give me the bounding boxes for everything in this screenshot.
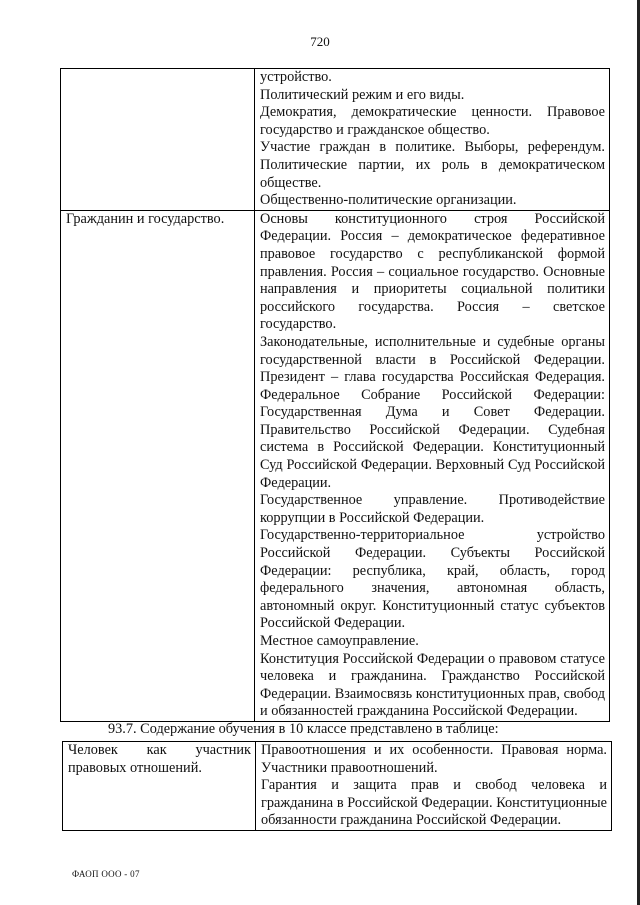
table-row	[61, 210, 610, 721]
content-paragraph: Конституция Российской Федерации о правовом статусе человека и гражданина. Гражданство Российской Федерации. Взаимосвязь конституционных прав, свобод и обязанностей гражданина Российской Федерации.	[260, 650, 605, 720]
content-paragraph: Основы конституционного строя Российской Федерации. Россия – демократическое федеративное правовое государство с республиканской формой правления. Россия – социальное государство. Основные направления и приоритеты социальной политики российского государства. Россия – светское государство.	[260, 210, 605, 333]
content-paragraph: Правоотношения и их особенности. Правовая норма. Участники правоотношений.	[261, 742, 607, 776]
table-caption: 93.7. Содержание обучения в 10 классе представлено в таблице:	[108, 721, 499, 737]
content-paragraph: Участие граждан в политике. Выборы, референдум. Политические партии, их роль в демократическом обществе.	[260, 139, 605, 191]
content-paragraph: Гарантия и защита прав и свобод человека и гражданина в Российской Федерации. Конституционные обязанности гражданина Российской Федерации.	[261, 777, 607, 829]
content-cell	[255, 210, 610, 721]
topic-cell: Гражданин и государство.	[61, 210, 255, 721]
content-paragraph: Государственно-территориальное устройство Российской Федерации. Субъекты Российской Федерации: республика, край, область, город федерального значения, автономная область, автономный округ. Конституционный статус субъектов Российской Федерации.	[260, 527, 605, 632]
content-cell	[255, 69, 610, 211]
content-paragraph: Политический режим и его виды.	[260, 86, 465, 103]
content-paragraph: Законодательные, исполнительные и судебные органы государственной власти в Российской Федерации. Президент – глава государства Российская Федерация. Федеральное Собрание Российской Федерации: Государственная Дума и Совет Федерации. Правительство Российской Федерации. Судебная система в Российской Федерации. Конституционный Суд Российской Федерации. Верховный Суд Российской Федерации.	[260, 333, 605, 491]
table-row	[63, 742, 612, 831]
table-row	[61, 69, 610, 211]
content-paragraph: устройство.	[260, 69, 332, 85]
content-paragraph: Местное самоуправление.	[260, 633, 419, 649]
curriculum-table-continued	[60, 68, 610, 722]
content-paragraph: Общественно-политические организации.	[260, 192, 517, 209]
topic-text: Человек как участник правовых отношений.	[68, 742, 251, 776]
topic-cell	[63, 742, 256, 831]
content-cell	[256, 742, 612, 831]
grade-10-content-table	[62, 741, 612, 831]
content-paragraph: Демократия, демократические ценности. Правовое государство и гражданское общество.	[260, 104, 605, 138]
footer-code: ФАОП ООО - 07	[72, 869, 140, 879]
content-paragraph: Государственное управление. Противодействие коррупции в Российской Федерации.	[260, 492, 605, 526]
page-number: 720	[310, 34, 330, 49]
topic-cell	[61, 69, 255, 211]
